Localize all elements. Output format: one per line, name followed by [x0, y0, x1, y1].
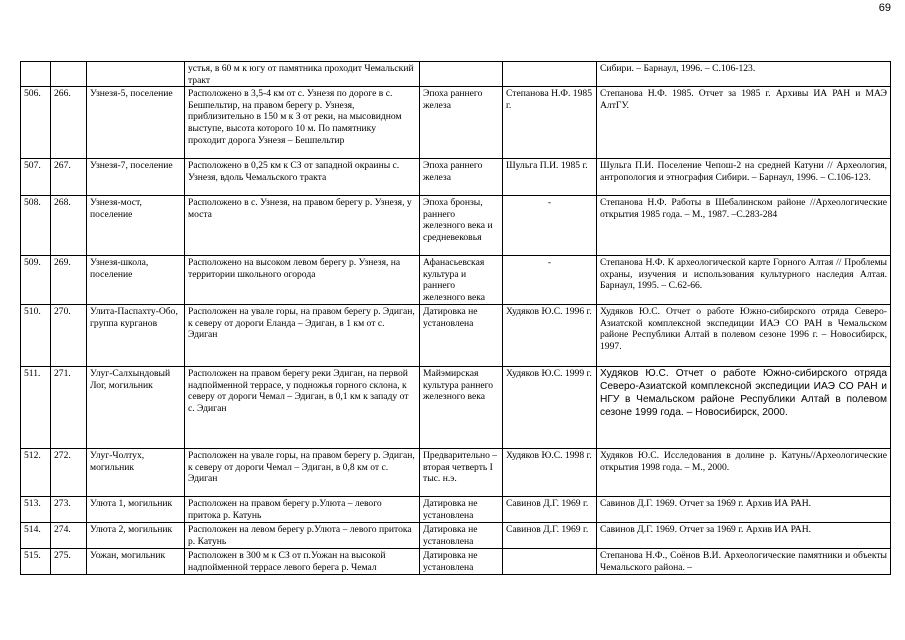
row-name-cell: Улита-Паспахту-Обо, группа курганов	[87, 305, 185, 367]
row-id-cell: 269.	[51, 256, 87, 305]
row-reference-cell: Шульга П.И. Поселение Чепош-2 на средней Катуни // Археология, антропология и этнография Сибири. – Барнаул, 1996. – С.106-123.	[597, 159, 891, 196]
row-reference-cell: Худяков Ю.С. Отчет о работе Южно-сибирского отряда Северо-Азиатской комплексной экспедиции ИАЭ СО РАН в Чемальском районе Республики Алтай в полевом сезоне 1996 г. – Новосибирск, 1997.	[597, 305, 891, 367]
row-reference-cell: Степанова Н.Ф. К археологической карте Горного Алтая // Проблемы охраны, изучения и использования культурного наследия Алтая. Барнаул, 1995. – С.62-66.	[597, 256, 891, 305]
row-reference-cell: Сибири. – Барнаул, 1996. – С.106-123.	[597, 62, 891, 87]
row-author-cell	[503, 62, 597, 87]
row-location-cell: Расположен на увале горы, на правом берегу р. Эдиган, к северу от дороги Чемал – Эдиган, в 0,8 км от с. Эдиган	[185, 449, 420, 497]
monuments-table	[20, 61, 891, 575]
row-number-cell: 511.	[21, 367, 51, 449]
table-row	[21, 497, 891, 523]
row-dating-cell	[420, 62, 503, 87]
row-location-cell: Расположен в 300 м к СЗ от п.Уожан на высокой надпойменной террасе левого берега р. Чемал	[185, 549, 420, 575]
row-number-cell: 507.	[21, 159, 51, 196]
row-author-cell: Худяков Ю.С. 1996 г.	[503, 305, 597, 367]
row-name-cell	[87, 62, 185, 87]
table-row	[21, 159, 891, 196]
row-dating-cell: Датировка не установлена	[420, 305, 503, 367]
row-reference-cell: Степанова Н.Ф., Соёнов В.И. Археологические памятники и объекты Чемальского района. –	[597, 549, 891, 575]
row-number-cell: 514.	[21, 523, 51, 549]
row-reference-cell: Савинов Д.Г. 1969. Отчет за 1969 г. Архив ИА РАН.	[597, 497, 891, 523]
row-number-cell: 512.	[21, 449, 51, 497]
row-number-cell: 506.	[21, 87, 51, 159]
row-number-cell: 515.	[21, 549, 51, 575]
table-row	[21, 87, 891, 159]
row-id-cell: 267.	[51, 159, 87, 196]
table-row	[21, 367, 891, 449]
row-id-cell: 274.	[51, 523, 87, 549]
row-id-cell: 266.	[51, 87, 87, 159]
row-reference-cell: Степанова Н.Ф. Работы в Шебалинском районе //Археологические открытия 1985 года. – М., 1987. –С.283-284	[597, 196, 891, 256]
row-location-cell: Расположен на увале горы, на правом берегу р. Эдиган, к северу от дороги Еланда – Эдиган, в 1 км от с. Эдиган	[185, 305, 420, 367]
row-reference-cell: Степанова Н.Ф. 1985. Отчет за 1985 г. Архивы ИА РАН и МАЭ АлтГУ.	[597, 87, 891, 159]
row-name-cell: Узнезя-7, поселение	[87, 159, 185, 196]
table-row	[21, 549, 891, 575]
row-name-cell: Улюта 2, могильник	[87, 523, 185, 549]
row-number-cell: 508.	[21, 196, 51, 256]
row-location-cell: устья, в 60 м к югу от памятника проходит Чемальский тракт	[185, 62, 420, 87]
table-row	[21, 305, 891, 367]
row-name-cell: Узнезя-школа, поселение	[87, 256, 185, 305]
row-dating-cell: Датировка не установлена	[420, 549, 503, 575]
row-author-cell: Савинов Д.Г. 1969 г.	[503, 497, 597, 523]
row-location-cell: Расположен на правом берегу р.Улюта – левого притока р. Катунь	[185, 497, 420, 523]
page-number: 69	[878, 2, 891, 14]
row-id-cell	[51, 62, 87, 87]
row-reference-cell: Савинов Д.Г. 1969. Отчет за 1969 г. Архив ИА РАН.	[597, 523, 891, 549]
row-author-cell: -	[503, 196, 597, 256]
row-dating-cell: Предварительно – вторая четверть I тыс. н.э.	[420, 449, 503, 497]
row-author-cell: Худяков Ю.С. 1999 г.	[503, 367, 597, 449]
row-author-cell: Савинов Д.Г. 1969 г.	[503, 523, 597, 549]
table-row-continuation	[21, 62, 891, 87]
row-dating-cell: Афанасьевская культура и раннего железного века	[420, 256, 503, 305]
row-dating-cell: Датировка не установлена	[420, 497, 503, 523]
table-row	[21, 196, 891, 256]
row-author-cell: Худяков Ю.С. 1998 г.	[503, 449, 597, 497]
row-author-cell: Шульга П.И. 1985 г.	[503, 159, 597, 196]
table-row	[21, 256, 891, 305]
row-number-cell: 509.	[21, 256, 51, 305]
row-dating-cell: Эпоха раннего железа	[420, 159, 503, 196]
row-name-cell: Улюта 1, могильник	[87, 497, 185, 523]
row-author-cell: Степанова Н.Ф. 1985 г.	[503, 87, 597, 159]
row-id-cell: 270.	[51, 305, 87, 367]
table-row	[21, 523, 891, 549]
row-reference-cell: Худяков Ю.С. Отчет о работе Южно-сибирского отряда Северо-Азиатской комплексной экспедиции ИАЭ СО РАН и НГУ в Чемальском районе Республики Алтай в полевом сезоне 1999 года. – Новосибирск, 2000.	[597, 367, 891, 449]
row-dating-cell: Эпоха бронзы, раннего железного века и средневековья	[420, 196, 503, 256]
row-name-cell: Улуг-Чолтух, могильник	[87, 449, 185, 497]
row-dating-cell: Эпоха раннего железа	[420, 87, 503, 159]
row-id-cell: 268.	[51, 196, 87, 256]
row-id-cell: 275.	[51, 549, 87, 575]
row-author-cell	[503, 549, 597, 575]
row-number-cell: 510.	[21, 305, 51, 367]
row-name-cell: Узнезя-мост, поселение	[87, 196, 185, 256]
row-name-cell: Уожан, могильник	[87, 549, 185, 575]
row-author-cell: -	[503, 256, 597, 305]
row-location-cell: Расположено в с. Узнезя, на правом берегу р. Узнезя, у моста	[185, 196, 420, 256]
row-location-cell: Расположен на левом берегу р.Улюта – левого притока р. Катунь	[185, 523, 420, 549]
row-location-cell: Расположен на правом берегу реки Эдиган, на первой надпойменной террасе, у подножья горного склона, к северу от дороги Чемал – Эдиган, в 0,1 км к западу от с. Эдиган	[185, 367, 420, 449]
row-location-cell: Расположено в 0,25 км к СЗ от западной окраины с. Узнезя, вдоль Чемальского тракта	[185, 159, 420, 196]
row-name-cell: Узнезя-5, поселение	[87, 87, 185, 159]
row-id-cell: 271.	[51, 367, 87, 449]
row-id-cell: 272.	[51, 449, 87, 497]
row-location-cell: Расположено в 3,5-4 км от с. Узнезя по дороге в с. Бешпельтир, на правом берегу р. Узнезя, приблизительно в 150 м к З от реки, на мысовидном выступе, высота которого 10 м. По памятнику проходит дорога Узнезя – Бешпельтир	[185, 87, 420, 159]
row-number-cell	[21, 62, 51, 87]
row-number-cell: 513.	[21, 497, 51, 523]
row-id-cell: 273.	[51, 497, 87, 523]
row-dating-cell: Датировка не установлена	[420, 523, 503, 549]
row-reference-cell: Худяков Ю.С. Исследования в долине р. Катунь//Археологические открытия 1998 года. – М., 2000.	[597, 449, 891, 497]
row-name-cell: Улуг-Салхындовый Лог, могильник	[87, 367, 185, 449]
row-dating-cell: Майэмирская культура раннего железного века	[420, 367, 503, 449]
table-row	[21, 449, 891, 497]
row-location-cell: Расположено на высоком левом берегу р. Узнезя, на территории школьного огорода	[185, 256, 420, 305]
